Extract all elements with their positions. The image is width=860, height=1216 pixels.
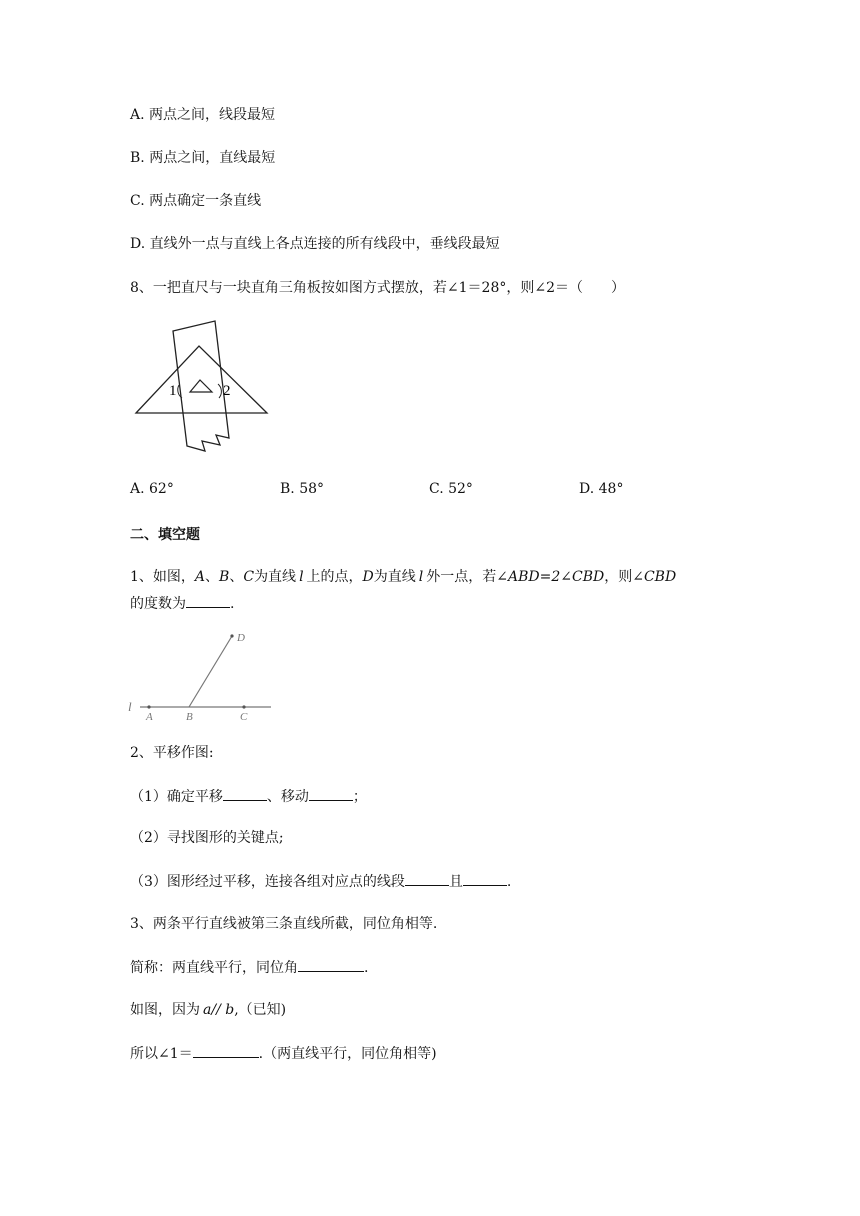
f3-text: 所以∠1＝ (130, 1046, 193, 1062)
q8-option-d: D. 48° (579, 481, 624, 497)
f3-short (130, 957, 368, 978)
f3-text: .（两直线平行，同位角相等) (258, 1046, 437, 1062)
q8-ruler-triangle-figure (130, 318, 280, 458)
f1-point-b: B (219, 569, 230, 585)
f1-text: 的度数为 (130, 596, 186, 612)
f1-text: 上的点， (306, 569, 363, 585)
f3-title: 3、两条平行直线被第三条直线所截，同位角相等. (130, 916, 438, 932)
f1-sep: 、 (229, 569, 244, 585)
f2-blank-4[interactable] (463, 871, 507, 886)
q7-option-b: B. 两点之间，直线最短 (130, 150, 276, 166)
point-a-dot (147, 705, 150, 708)
label-c: C (240, 711, 248, 723)
f3-figure-line (130, 1000, 286, 1020)
f2-text: 、移动 (266, 789, 309, 805)
f1-line-l: l (299, 569, 304, 585)
q8-option-a: A. 62° (130, 481, 174, 497)
f3-blank-1[interactable] (298, 957, 364, 972)
f2-text: . (506, 874, 512, 890)
f1-equation: ∠ABD=2∠CBD (496, 569, 605, 585)
f1-text: 为直线 (254, 569, 297, 585)
label-a: A (146, 711, 153, 723)
q7-option-c: C. 两点确定一条直线 (130, 193, 262, 209)
f3-text: 如图，因为 (130, 1002, 200, 1018)
f2-text: （3）图形经过平移，连接各组对应点的线段 (130, 874, 405, 890)
f3-conclusion (130, 1043, 437, 1064)
f2-blank-3[interactable] (405, 871, 449, 886)
f2-step2: （2）寻找图形的关键点; (130, 830, 284, 846)
angle1-label: 1 (169, 383, 177, 399)
q8-option-c: C. 52° (429, 481, 473, 497)
ray-bd (189, 636, 232, 707)
f1-point-a: A (194, 569, 206, 585)
q7-option-a: A. 两点之间，线段最短 (130, 107, 276, 123)
q8-option-b: B. 58° (280, 481, 325, 497)
f3-blank-2[interactable] (193, 1043, 259, 1058)
f1-angle-cbd: ∠CBD (632, 569, 677, 585)
label-l: l (128, 699, 132, 714)
label-b: B (186, 711, 193, 723)
f3-parallel-expr: a// b (203, 1002, 235, 1018)
f1-point-c: C (243, 569, 255, 585)
f2-title: 2、平移作图: (130, 745, 214, 761)
ruler-shape (173, 321, 229, 451)
f2-text: 且 (448, 874, 463, 890)
point-d-dot (230, 634, 233, 637)
f1-text: 外一点，若 (426, 569, 497, 585)
f1-text: 1、如图， (130, 569, 195, 585)
f2-text: （1）确定平移 (130, 789, 223, 805)
f2-text: ； (352, 789, 367, 805)
f1-text: ，则 (604, 569, 633, 585)
f3-text: 简称：两直线平行，同位角 (130, 960, 298, 976)
f1-sep: 、 (205, 569, 220, 585)
f2-step1 (130, 786, 367, 807)
f1-line-figure (125, 628, 275, 723)
f2-step3 (130, 871, 511, 892)
point-c-dot (242, 705, 245, 708)
label-d: D (237, 632, 245, 644)
f1-stem-line2 (130, 593, 234, 614)
section-title: 二、填空题 (130, 527, 200, 543)
f2-blank-2[interactable] (309, 786, 353, 801)
f1-text: 为直线 (373, 569, 416, 585)
f3-text: ,（已知) (234, 1002, 287, 1018)
q8-stem: 8、一把直尺与一块直角三角板按如图方式摆放，若∠1＝28°，则∠2＝（ ） (130, 280, 625, 296)
angle2-label: 2 (223, 383, 231, 399)
f1-text: . (230, 596, 235, 612)
f1-answer-blank[interactable] (186, 593, 230, 608)
q7-option-d: D. 直线外一点与直线上各点连接的所有线段中，垂线段最短 (130, 236, 500, 252)
f3-text: . (364, 960, 369, 976)
f1-line-l: l (418, 569, 424, 585)
f1-point-d: D (362, 569, 374, 585)
f1-stem (130, 567, 676, 587)
f2-blank-1[interactable] (223, 786, 267, 801)
